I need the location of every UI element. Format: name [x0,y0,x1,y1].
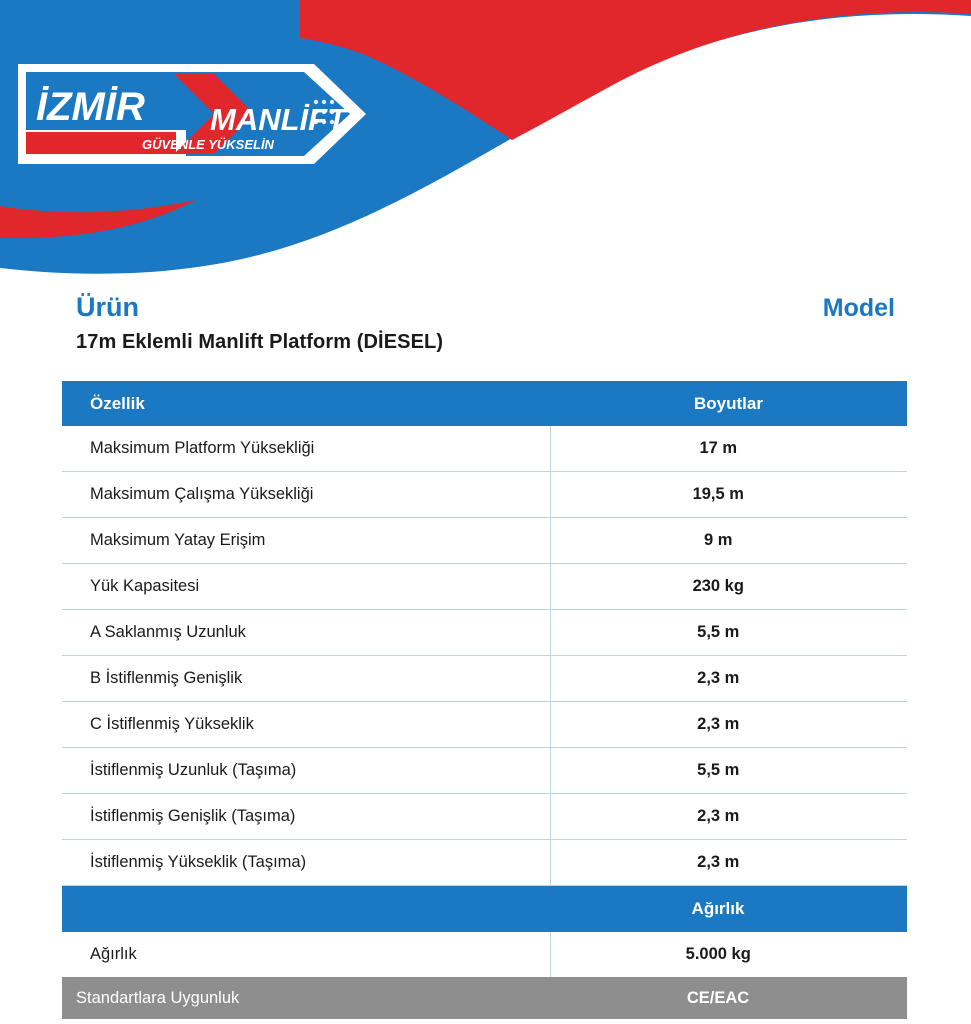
row-label: Maksimum Çalışma Yüksekliği [62,472,550,518]
row-label: Ağırlık [62,932,550,977]
weight-band-row [62,886,907,933]
column-header-dimensions: Boyutlar [550,381,907,426]
column-header-feature: Özellik [62,381,550,426]
header-row [62,292,909,323]
table-row [62,426,907,472]
product-label: Ürün [76,292,139,322]
table-row [62,840,907,886]
logo-graphic [14,58,374,170]
table-row [62,794,907,840]
page-title: 17m Eklemli Manlift Platform (DİESEL) [76,331,444,353]
weight-row [62,932,907,977]
weight-band-left [62,886,550,933]
row-label: İstiflenmiş Uzunluk (Taşıma) [62,748,550,794]
row-value: 2,3 m [550,840,907,886]
table-header-row [62,381,907,426]
standards-row [62,977,907,1019]
row-value: 2,3 m [550,702,907,748]
content-area [0,292,971,1019]
row-label: Maksimum Platform Yüksekliği [62,426,550,472]
table-row [62,518,907,564]
row-value: 2,3 m [550,656,907,702]
row-value: 2,3 m [550,794,907,840]
table-row [62,564,907,610]
table-row [62,656,907,702]
row-label: A Saklanmış Uzunluk [62,610,550,656]
table-row [62,610,907,656]
model-label: Model [822,294,895,322]
row-label: Maksimum Yatay Erişim [62,518,550,564]
row-value: 9 m [550,518,907,564]
row-label: C İstiflenmiş Yükseklik [62,702,550,748]
table-row [62,702,907,748]
logo-primary-text: İZMİR [36,85,145,129]
company-logo [14,58,374,168]
row-label: B İstiflenmiş Genişlik [62,656,550,702]
row-value: 5,5 m [550,610,907,656]
row-value: 19,5 m [550,472,907,518]
row-value: 17 m [550,426,907,472]
standards-value: CE/EAC [550,977,907,1019]
row-label: İstiflenmiş Yükseklik (Taşıma) [62,840,550,886]
row-value: 5.000 kg [685,945,751,963]
weight-band-label: Ağırlık [550,886,907,933]
logo-secondary-text: MANLİFT [210,102,347,137]
table-row [62,472,907,518]
specification-table [62,381,907,1019]
logo-tagline-text: GÜVENLE YÜKSELİN [142,137,274,152]
header-banner [0,0,971,278]
standards-label: Standartlara Uygunluk [62,977,550,1019]
row-value: 5,5 m [550,748,907,794]
row-value: 230 kg [550,564,907,610]
row-label: Yük Kapasitesi [62,564,550,610]
row-label: İstiflenmiş Genişlik (Taşıma) [62,794,550,840]
table-row [62,748,907,794]
